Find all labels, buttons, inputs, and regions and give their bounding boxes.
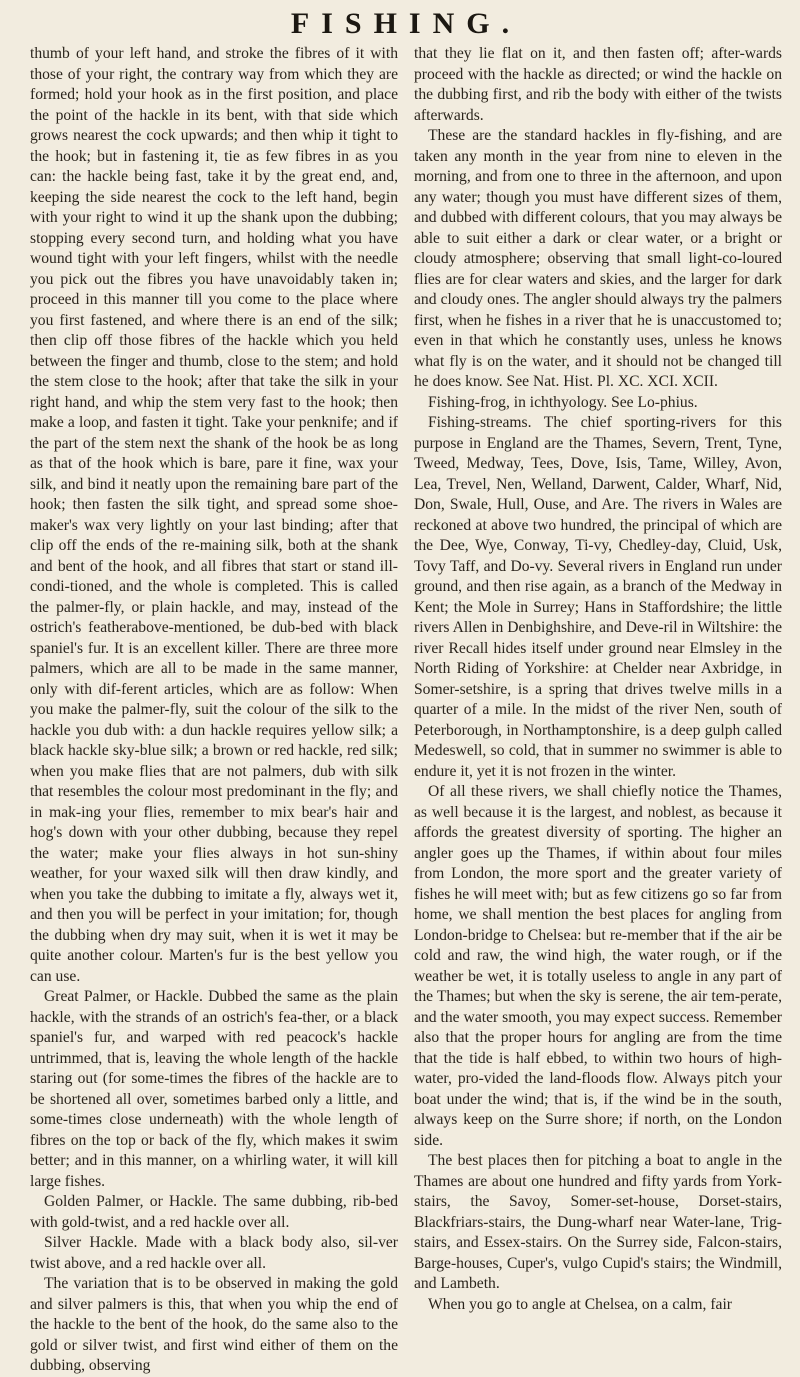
paragraph: Fishing-streams. The chief sporting-rivers for this purpose in England are the Thames, Severn, Trent, Tyne, Tweed, Medway, Tees, Dove, Isis, Tame, Willey, Avon, Lea, Trevel, Nen, Welland, Darwent, Calder, Wharf, Nid, Don, Swale, Hull, Ouse, and Are. The rivers in Wales are reckoned at above two hundred, the principal of which are the Dee, Wye, Conway, Ti-vy, Chedley-day, Cluid, Usk, Tovy Taff, and Do-vy. Several rivers in England run under ground, and then rise again, as a branch of the Medway in Kent; the Mole in Surrey; Hans in Staffordshire; the little rivers Allen in Denbighshire, and Deve-ril in Wiltshire: the river Recall hides itself under ground near Elmsley in the North Riding of Yorkshire: at Chelder near Axbridge, in Somer-setshire, is a spring that drives twelve mills in a quarter of a mile. In the midst of the river Nen, south of Peterborough, in Northamptonshire, is a deep gulph called Medeswell, so cold, that in summer no swimmer is able to endure it, yet it is not frozen in the winter. <box>414 414 782 780</box>
left-column <box>30 44 398 1374</box>
running-title: FISHING. <box>290 7 522 40</box>
right-column <box>414 44 782 1329</box>
paragraph: Golden Palmer, or Hackle. The same dubbing, rib-bed with gold-twist, and a red hackle over all. <box>30 1193 398 1231</box>
paragraph: The variation that is to be observed in making the gold and silver palmers is this, that when you whip the end of the hackle to the bent of the hook, do the same also to the gold or silver twist, and first wind either of them on the dubbing, observing <box>30 1275 398 1374</box>
paragraph: that they lie flat on it, and then fasten off; after-wards proceed with the hackle as directed; or wind the hackle on the dubbing first, and rib the body with either of the twists afterwards. <box>414 45 782 124</box>
paragraph: Silver Hackle. Made with a black body also, sil-ver twist above, and a red hackle over all. <box>30 1234 398 1272</box>
two-column-body <box>30 44 782 1374</box>
paragraph: These are the standard hackles in fly-fishing, and are taken any month in the year from nine to eleven in the morning, and from one to three in the afternoon, and upon any water; though you must have different sizes of them, and dubbed with different colours, that you may always be able to suit either a dark or clear water, or a bright or cloudy atmosphere; observing that small light-co-loured flies are for clear waters and skies, and the larger for dark and cloudy ones. The angler should always try the palmers first, when he fishes in a river that he is unaccustomed to; even in that which he constantly uses, unless he knows what fly is on the water, and it should not be changed till he does know. See Nat. Hist. Pl. XC. XCI. XCII. <box>414 127 782 390</box>
paragraph: The best places then for pitching a boat to angle in the Thames are about one hundred and fifty yards from York-stairs, the Savoy, Somer-set-house, Dorset-stairs, Blackfriars-stairs, the Dung-wharf near Water-lane, Trig-stairs, and Essex-stairs. On the Surrey side, Falcon-stairs, Barge-houses, Cuper's, vulgo Cupid's stairs; the Windmill, and Lambeth. <box>414 1152 782 1292</box>
paragraph: Fishing-frog, in ichthyology. See Lo-phius. <box>428 393 698 411</box>
paragraph: When you go to angle at Chelsea, on a calm, fair <box>428 1295 732 1313</box>
paragraph: Of all these rivers, we shall chiefly notice the Thames, as well because it is the largest, and noblest, as because it affords the greatest diversity of sporting. The higher an angler goes up the Thames, if within about four miles from London, the more sport and the greater variety of fishes he will meet with; but as few citizens go so far from home, we shall mention the best places for angling from London-bridge to Chelsea: but re-member that if the air be cold and raw, the wind high, the water rough, or if the weather be wet, it is totally useless to angle in any part of the Thames; but when the sky is serene, the air tem-perate, and the water smooth, you may expect success. Remember also that the proper hours for angling are from the time that the tide is half ebbed, to within two hours of high-water, pro-vided the land-floods flow. Always pitch your boat under the wind; that is, if the wind be in the south, always keep on the Surre shore; if north, on the London side. <box>414 783 782 1149</box>
paragraph: Great Palmer, or Hackle. Dubbed the same as the plain hackle, with the strands of an ostrich's fea-ther, or a black spaniel's fur, and warped with red peacock's hackle untrimmed, that is, leaving the whole length of the hackle staring out (for some-times the fibres of the hackle are to be shortened all over, sometimes barbed only a little, and some-times close underneath) with the whole length of fibres on the top or back of the fly, which makes it swim better; and in this manner, on a whirling water, it will kill large fishes. <box>30 988 398 1190</box>
paragraph: thumb of your left hand, and stroke the fibres of it with those of your right, the contrary way from which they are formed; hold your hook as in the first position, and place the point of the hackle in its bent, with that side which grows nearest the cock upwards; and then whip it tight to the hook; but in fastening it, tie as few fibres in as you can: the hackle being fast, take it by the great end, and, keeping the side nearest the cock to the left hand, begin with your right to wind it up the shank upon the dubbing; stopping every second turn, and holding what you have wound tight with your left fingers, whilst with the needle you pick out the fibres you have unavoidably taken in; proceed in this manner till you come to the place where you first fastened, and where there is an end of the silk; then clip off those fibres of the hackle which you held between the finger and thumb, close to the stem; and hold the stem close to the hook; after that take the silk in your right hand, and whip the stem very fast to the hook; then make a loop, and fasten it tight. Take your penknife; and if the part of the stem next the shank of the hook be as long as that of the hook which is bare, pare it fine, wax your silk, and bind it neatly upon the remaining bare part of the hook; then fasten the silk tight, and spread some shoe-maker's wax very lightly on your last binding; after that clip off the ends of the re-maining silk, both at the shank and bent of the hook, and all fibres that start or stand ill-condi-tioned, and the whole is completed. This is called the palmer-fly, or plain hackle, and may, instead of the ostrich's featherabove-mentioned, be dub-bed with black spaniel's fur. It is an excellent killer. There are three more palmers, which are all to be made in the same manner, only with dif-ferent articles, which are as follow: When you make the palmer-fly, suit the colour of the silk to the hackle you dub with: a dun hackle requires yellow silk; a black hackle sky-blue silk; a brown or red hackle, red silk; when you make flies that are not palmers, dub with silk that resembles the colour most predominant in the fly; and in mak-ing your flies, remember to mix bear's hair and hog's down with your other dubbing, because they repel the water; make your flies always in hot sun-shiny weather, for your waxed silk will then draw kindly, and when you take the dubbing to imitate a fly, always wet it, and then you will be perfect in your imitation; for, though the dubbing when dry may suit, when it is wet it may be quite another colour. Marten's fur is the best yellow you can use. <box>30 45 398 985</box>
